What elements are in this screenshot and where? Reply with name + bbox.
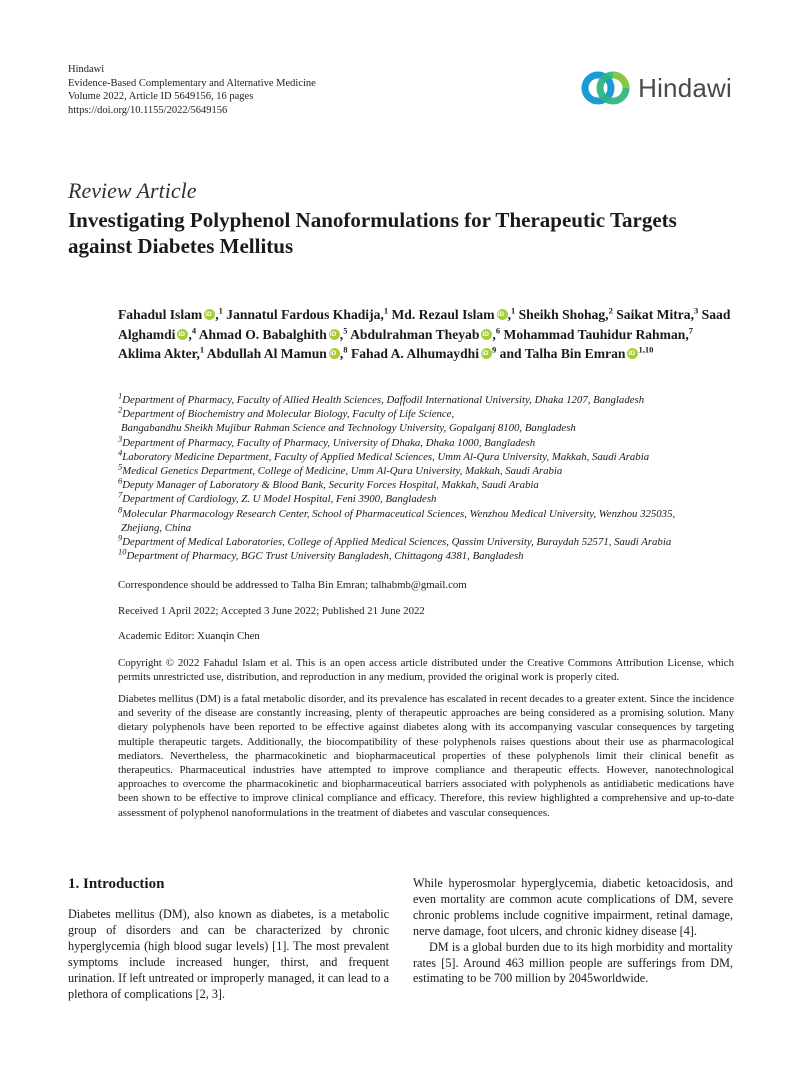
- author-affiliation-sup: 7: [688, 324, 693, 335]
- author-name: Aklima Akter: [118, 346, 197, 361]
- affiliation-line: $^9$Department of Medical Laboratories, College of Applied Medical Sciences, Qassim University, Buraydah 52571, Saudi Arabia: [118, 532, 672, 549]
- affiliation-line: $^7$Department of Cardiology, Z. U Model Hospital, Feni 3900, Bangladesh: [118, 489, 437, 506]
- author-name: Ahmad O. Babalghith: [198, 326, 327, 342]
- author-name: Saad Alghamdi: [118, 307, 731, 342]
- orcid-icon[interactable]: [177, 329, 188, 340]
- author-affiliation-sup: 1: [199, 344, 205, 355]
- affiliation-line: $^1$Department of Pharmacy, Faculty of Allied Health Sciences, Daffodil International University, Dhaka 1207, Bangladesh: [118, 390, 645, 406]
- author-affiliation-sup: 2: [608, 305, 613, 316]
- author-affiliation-sup: 1: [383, 305, 389, 316]
- author-name: Fahad A. Alhumaydhi: [350, 346, 479, 361]
- author-name: Talha Bin Emran: [524, 346, 626, 361]
- author-name: Saikat Mitra: [616, 307, 691, 322]
- publisher-name: Hindawi: [68, 64, 105, 75]
- copyright-notice: Copyright © 2022 Fahadul Islam et al. This is an open access article distributed under the Creative Commons Attribution License, which permits unrestricted use, distribution, and reproduction in any medium, provided the original work is properly cited.: [118, 657, 734, 683]
- article-type: Review Article: [68, 178, 197, 203]
- affiliation-line: $^3$Department of Pharmacy, Faculty of Pharmacy, University of Dhaka, Dhaka 1000, Bangladesh: [118, 433, 536, 449]
- hindawi-logo-icon: [580, 68, 632, 108]
- orcid-icon[interactable]: [329, 329, 340, 340]
- orcid-icon[interactable]: [481, 329, 492, 340]
- orcid-icon[interactable]: [204, 309, 215, 320]
- author-affiliation-sup: 1: [218, 305, 223, 316]
- article-title: Investigating Polyphenol Nanoformulations for Therapeutic Targets against Diabetes Mellitus: [68, 208, 677, 258]
- hindawi-logo: [580, 68, 732, 108]
- author-affiliation-sup: 5: [343, 324, 348, 335]
- author-affiliation-sup: 9: [492, 344, 497, 355]
- author-affiliation-sup: 1: [510, 305, 516, 316]
- journal-info: [68, 63, 316, 117]
- author-affiliation-sup: 1,10: [638, 344, 654, 355]
- abstract: Diabetes mellitus (DM) is a fatal metabolic disorder, and its prevalence has escalated in recent decades to a greater extent. Since the incidence and severity of the disease are constantly increasing, plenty of therapeutic approaches are being considered as a promising solution. Many dietary polyphenols have been reported to be effective against diabetes along with its accompanying vascular consequences by targeting multiple therapeutic targets. Additionally, the biocompatibility of these polyphenols raises questions about their use as pharmacological mediators. Nevertheless, the pharmacokinetic and biopharmaceutical properties of these polyphenols limit their clinical benefit as therapeutics. Pharmaceutical industries have attempted to improve compliance and therapeutic effects. However, nanotechnological approaches to overcome the pharmacokinetic and biopharmaceutical barriers associated with polyphenols as antidiabetic medications have been shown to be effective to improve clinical compliance and efficacy. Therefore, this review highlighted a comprehensive and up-to-date assessment of polyphenol nanoformulations in the treatment of diabetes and vascular consequences.: [118, 693, 734, 819]
- intro-paragraph-right-1: While hyperosmolar hyperglycemia, diabetic ketoacidosis, and even mortality are common acute complications of DM, severe chronic problems include cognitive impairment, retinal damage, nerve damage, foot ulcers, and chronic kidney disease [4].: [413, 876, 733, 938]
- intro-paragraph-left: Diabetes mellitus (DM), also known as diabetes, is a metabolic group of disorders and can be characterized by chronic hyperglycemia (high blood sugar levels) [1]. The most prevalent symptoms include increased hunger, thirst, and frequent urination. If left untreated or improperly managed, it can lead to a plethora of complications [2, 3].: [68, 907, 389, 1001]
- intro-column-right: [413, 876, 733, 987]
- affiliation-line: $^5$Medical Genetics Department, College of Medicine, Umm Al-Qura University, Makkah, Saudi Arabia: [118, 461, 563, 478]
- affiliation-line: Zhejiang, China: [121, 521, 192, 534]
- affiliation-line: $^{10}$Department of Pharmacy, BGC Trust University Bangladesh, Chittagong 4381, Bangladesh: [118, 546, 524, 563]
- author-name: Jannatul Fardous Khadija: [226, 307, 381, 322]
- author-name: Mohammad Tauhidur Rahman: [503, 326, 686, 342]
- author-name: Abdulrahman Theyab: [350, 326, 480, 342]
- author-name: Sheikh Shohag: [518, 307, 606, 322]
- affiliation-line: $^2$Department of Biochemistry and Molecular Biology, Faculty of Life Science,: [118, 404, 455, 421]
- volume-line: Volume 2022, Article ID 5649156, 16 pages: [68, 91, 254, 102]
- affiliation-line: Bangabandhu Sheikh Mujibur Rahman Science and Technology University, Gopalganj 8100, Bangladesh: [121, 422, 576, 435]
- affiliation-line: $^8$Molecular Pharmacology Research Center, School of Pharmaceutical Sciences, Wenzhou Medical University, Wenzhou 325035,: [118, 504, 676, 520]
- affiliation-list: [118, 390, 748, 563]
- author-affiliation-sup: 4: [191, 324, 197, 335]
- intro-paragraph-right-2: DM is a global burden due to its high morbidity and mortality rates [5]. Around 463 million people are sufferings from DM, estimating to be 700 million by 2045worldwide.: [413, 939, 733, 986]
- author-affiliation-sup: 3: [694, 305, 699, 316]
- logo-text: Hindawi: [638, 72, 732, 103]
- orcid-icon[interactable]: [627, 348, 638, 359]
- author-name: Md. Rezaul Islam: [391, 307, 495, 322]
- author-name: Fahadul Islam: [118, 307, 203, 322]
- author-affiliation-sup: 6: [495, 324, 501, 335]
- correspondence: Correspondence should be addressed to Talha Bin Emran; talhabmb@gmail.com: [118, 579, 467, 591]
- author-name: Abdullah Al Mamun: [206, 346, 327, 361]
- affiliation-line: $^6$Deputy Manager of Laboratory & Blood Bank, Security Forces Hospital, Makkah, Saudi Arabia: [118, 475, 539, 492]
- journal-name: Evidence-Based Complementary and Alternative Medicine: [68, 77, 316, 89]
- academic-editor: Academic Editor: Xuanqin Chen: [118, 630, 260, 642]
- author-list: Fahadul IslamiD ,$^1$ Jannatul Fardous Khadija,$^1$ Md. Rezaul IslamiD ,$^1$ Sheikh Shohag,$^2$ Saikat Mitra,$^3$ Saad AlghamdiiD ,$^4$ Ahmad O. BabalghithiD ,$^5$ Abdulrahman TheyabiD ,$^6$ Mohammad Tauhidur Rahman,$^7$ Aklima Akter,$^1$ Abdullah Al MamuniD ,$^8$ Fahad A. AlhumaydhiiD $^9$ and Talha Bin EmraniD $^{1,10}$: [118, 305, 738, 364]
- orcid-icon[interactable]: [481, 348, 492, 359]
- orcid-icon[interactable]: [497, 309, 508, 320]
- author-affiliation-sup: 8: [343, 344, 348, 355]
- section-heading: 1. Introduction: [68, 876, 165, 892]
- orcid-icon[interactable]: [329, 348, 340, 359]
- doi-link[interactable]: https://doi.org/10.1155/2022/5649156: [68, 104, 228, 116]
- publication-dates: Received 1 April 2022; Accepted 3 June 2022; Published 21 June 2022: [118, 605, 425, 617]
- affiliation-line: $^4$Laboratory Medicine Department, Faculty of Applied Medical Sciences, Umm Al-Qura University, Makkah, Saudi Arabia: [118, 447, 650, 463]
